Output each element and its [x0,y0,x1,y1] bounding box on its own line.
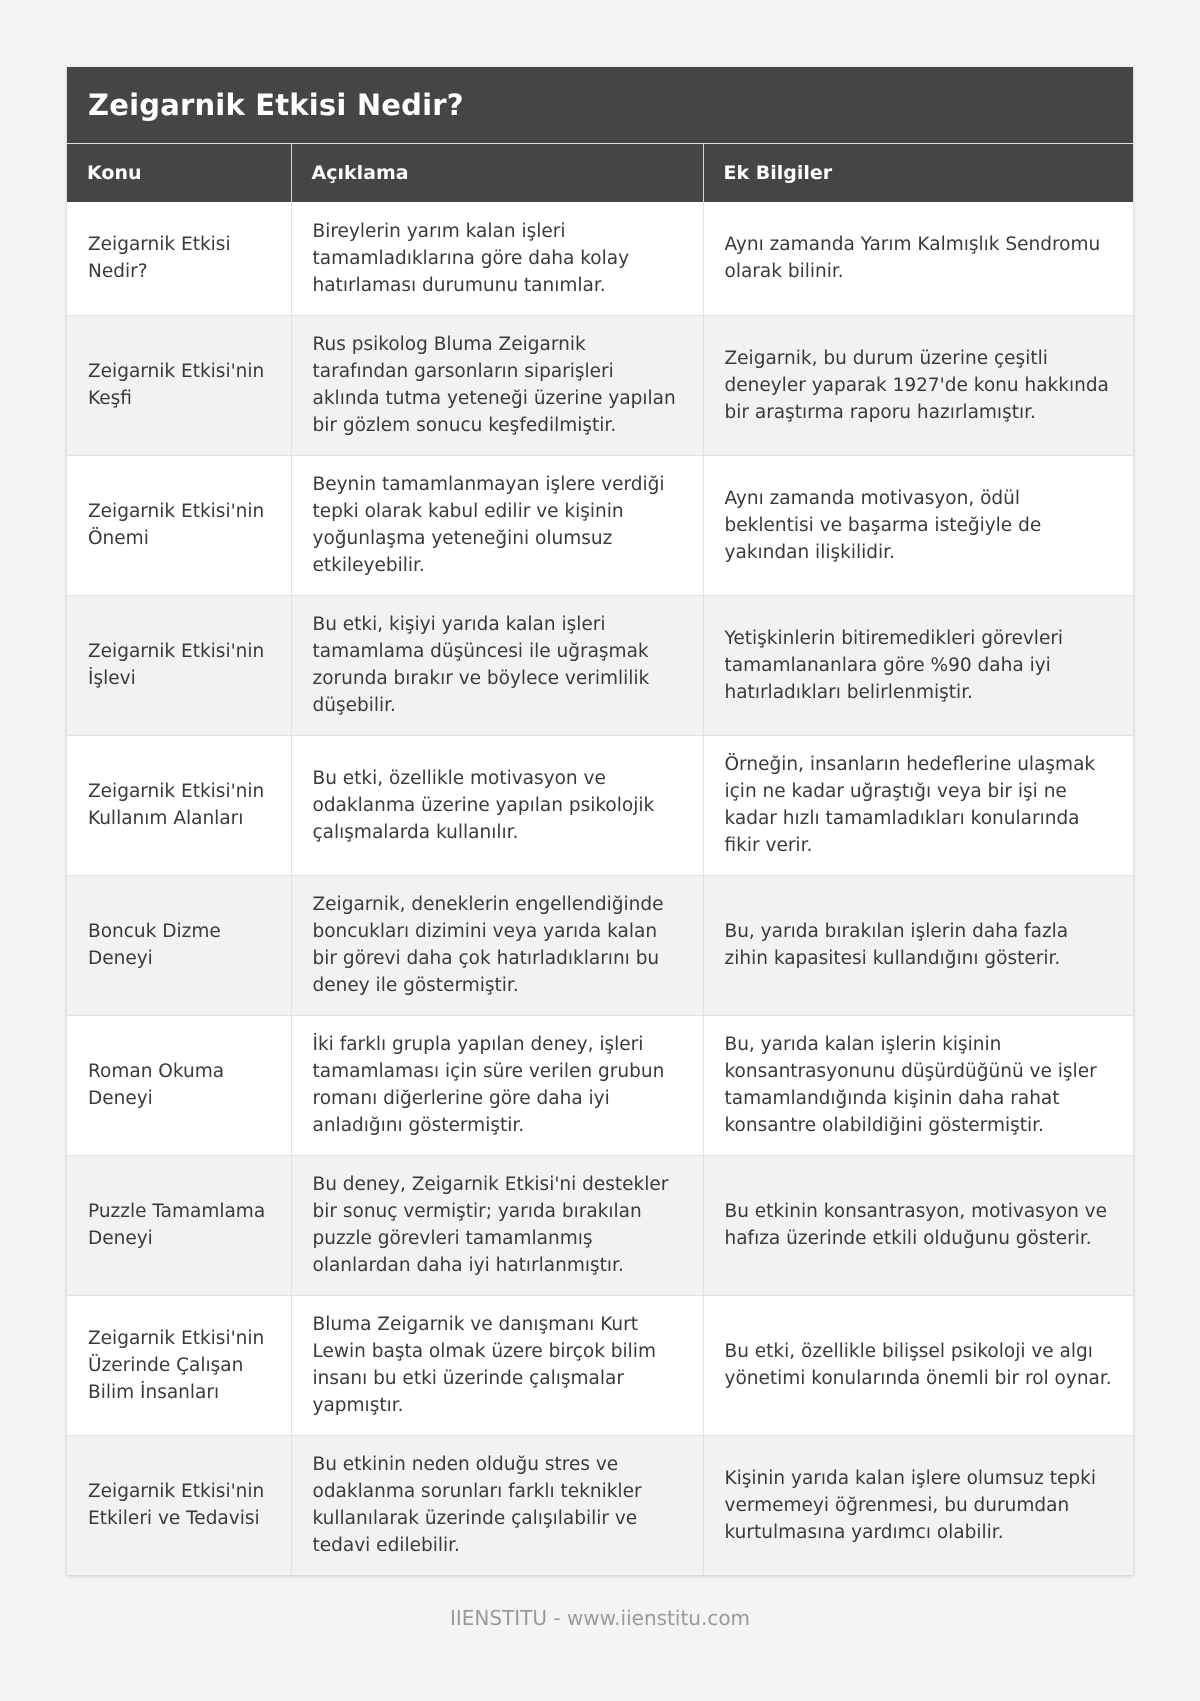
cell-konu: Zeigarnik Etkisi'nin Kullanım Alanları [67,735,291,875]
table-row [67,735,1133,875]
cell-konu: Boncuk Dizme Deneyi [67,875,291,1015]
table-card [67,67,1133,1575]
cell-aciklama: İki farklı grupla yapılan deney, işleri tamamlaması için süre verilen grubun romanı diğerlerine göre daha iyi anladığını göstermiştir. [291,1015,703,1155]
column-header-ek-bilgiler: Ek Bilgiler [703,144,1133,202]
cell-aciklama: Bireylerin yarım kalan işleri tamamladıklarına göre daha kolay hatırlaması durumunu tanımlar. [291,202,703,315]
column-header-aciklama: Açıklama [291,144,703,202]
table-row [67,455,1133,595]
footer-credit: IIENSTITU - www.iienstitu.com [449,1606,751,1630]
column-header-konu: Konu [67,144,291,202]
cell-aciklama: Bluma Zeigarnik ve danışmanı Kurt Lewin başta olmak üzere birçok bilim insanı bu etki üzerinde çalışmalar yapmıştır. [291,1295,703,1435]
table-row [67,1155,1133,1295]
cell-aciklama: Bu deney, Zeigarnik Etkisi'ni destekler bir sonuç vermiştir; yarıda bırakılan puzzle görevleri tamamlanmış olanlardan daha iyi hatırlanmıştır. [291,1155,703,1295]
cell-ek-bilgiler: Bu etkinin konsantrasyon, motivasyon ve hafıza üzerinde etkili olduğunu gösterir. [703,1155,1133,1295]
table-header [67,144,1133,202]
table-row [67,1295,1133,1435]
cell-konu: Zeigarnik Etkisi'nin Keşfi [67,315,291,455]
info-table [67,144,1133,1575]
cell-aciklama: Beynin tamamlanmayan işlere verdiği tepki olarak kabul edilir ve kişinin yoğunlaşma yeteneğini olumsuz etkileyebilir. [291,455,703,595]
cell-konu: Zeigarnik Etkisi Nedir? [67,202,291,315]
cell-aciklama: Zeigarnik, deneklerin engellendiğinde boncukları dizimini veya yarıda kalan bir görevi daha çok hatırladıklarını bu deney ile göstermiştir. [291,875,703,1015]
table-row [67,875,1133,1015]
cell-ek-bilgiler: Bu, yarıda bırakılan işlerin daha fazla zihin kapasitesi kullandığını gösterir. [703,875,1133,1015]
header-row [67,144,1133,202]
cell-aciklama: Bu etki, kişiyi yarıda kalan işleri tamamlama düşüncesi ile uğraşmak zorunda bırakır ve böylece verimlilik düşebilir. [291,595,703,735]
cell-ek-bilgiler: Zeigarnik, bu durum üzerine çeşitli deneyler yaparak 1927'de konu hakkında bir araştırma raporu hazırlamıştır. [703,315,1133,455]
cell-ek-bilgiler: Örneğin, insanların hedeflerine ulaşmak için ne kadar uğraştığı veya bir işi ne kadar hızlı tamamladıkları konularında fikir verir. [703,735,1133,875]
cell-konu: Roman Okuma Deneyi [67,1015,291,1155]
cell-ek-bilgiler: Bu, yarıda kalan işlerin kişinin konsantrasyonunu düşürdüğünü ve işler tamamlandığında kişinin daha rahat konsantre olabildiğini göstermiştir. [703,1015,1133,1155]
cell-konu: Zeigarnik Etkisi'nin Etkileri ve Tedavisi [67,1435,291,1575]
page-title: Zeigarnik Etkisi Nedir? [88,88,464,122]
table-row [67,202,1133,315]
cell-ek-bilgiler: Kişinin yarıda kalan işlere olumsuz tepki vermemeyi öğrenmesi, bu durumdan kurtulmasına yardımcı olabilir. [703,1435,1133,1575]
table-body [67,202,1133,1575]
table-row [67,1435,1133,1575]
cell-ek-bilgiler: Bu etki, özellikle bilişsel psikoloji ve algı yönetimi konularında önemli bir rol oynar. [703,1295,1133,1435]
cell-ek-bilgiler: Aynı zamanda motivasyon, ödül beklentisi ve başarma isteğiyle de yakından ilişkilidir. [703,455,1133,595]
cell-aciklama: Rus psikolog Bluma Zeigarnik tarafından garsonların siparişleri aklında tutma yeteneği üzerine yapılan bir gözlem sonucu keşfedilmiştir. [291,315,703,455]
cell-konu: Puzzle Tamamlama Deneyi [67,1155,291,1295]
cell-ek-bilgiler: Yetişkinlerin bitiremedikleri görevleri tamamlananlara göre %90 daha iyi hatırladıkları belirlenmiştir. [703,595,1133,735]
cell-aciklama: Bu etki, özellikle motivasyon ve odaklanma üzerine yapılan psikolojik çalışmalarda kullanılır. [291,735,703,875]
cell-konu: Zeigarnik Etkisi'nin Önemi [67,455,291,595]
cell-konu: Zeigarnik Etkisi'nin Üzerinde Çalışan Bilim İnsanları [67,1295,291,1435]
cell-konu: Zeigarnik Etkisi'nin İşlevi [67,595,291,735]
table-row [67,1015,1133,1155]
table-row [67,595,1133,735]
cell-ek-bilgiler: Aynı zamanda Yarım Kalmışlık Sendromu olarak bilinir. [703,202,1133,315]
table-row [67,315,1133,455]
title-bar [67,67,1133,144]
cell-aciklama: Bu etkinin neden olduğu stres ve odaklanma sorunları farklı teknikler kullanılarak üzerinde çalışılabilir ve tedavi edilebilir. [291,1435,703,1575]
